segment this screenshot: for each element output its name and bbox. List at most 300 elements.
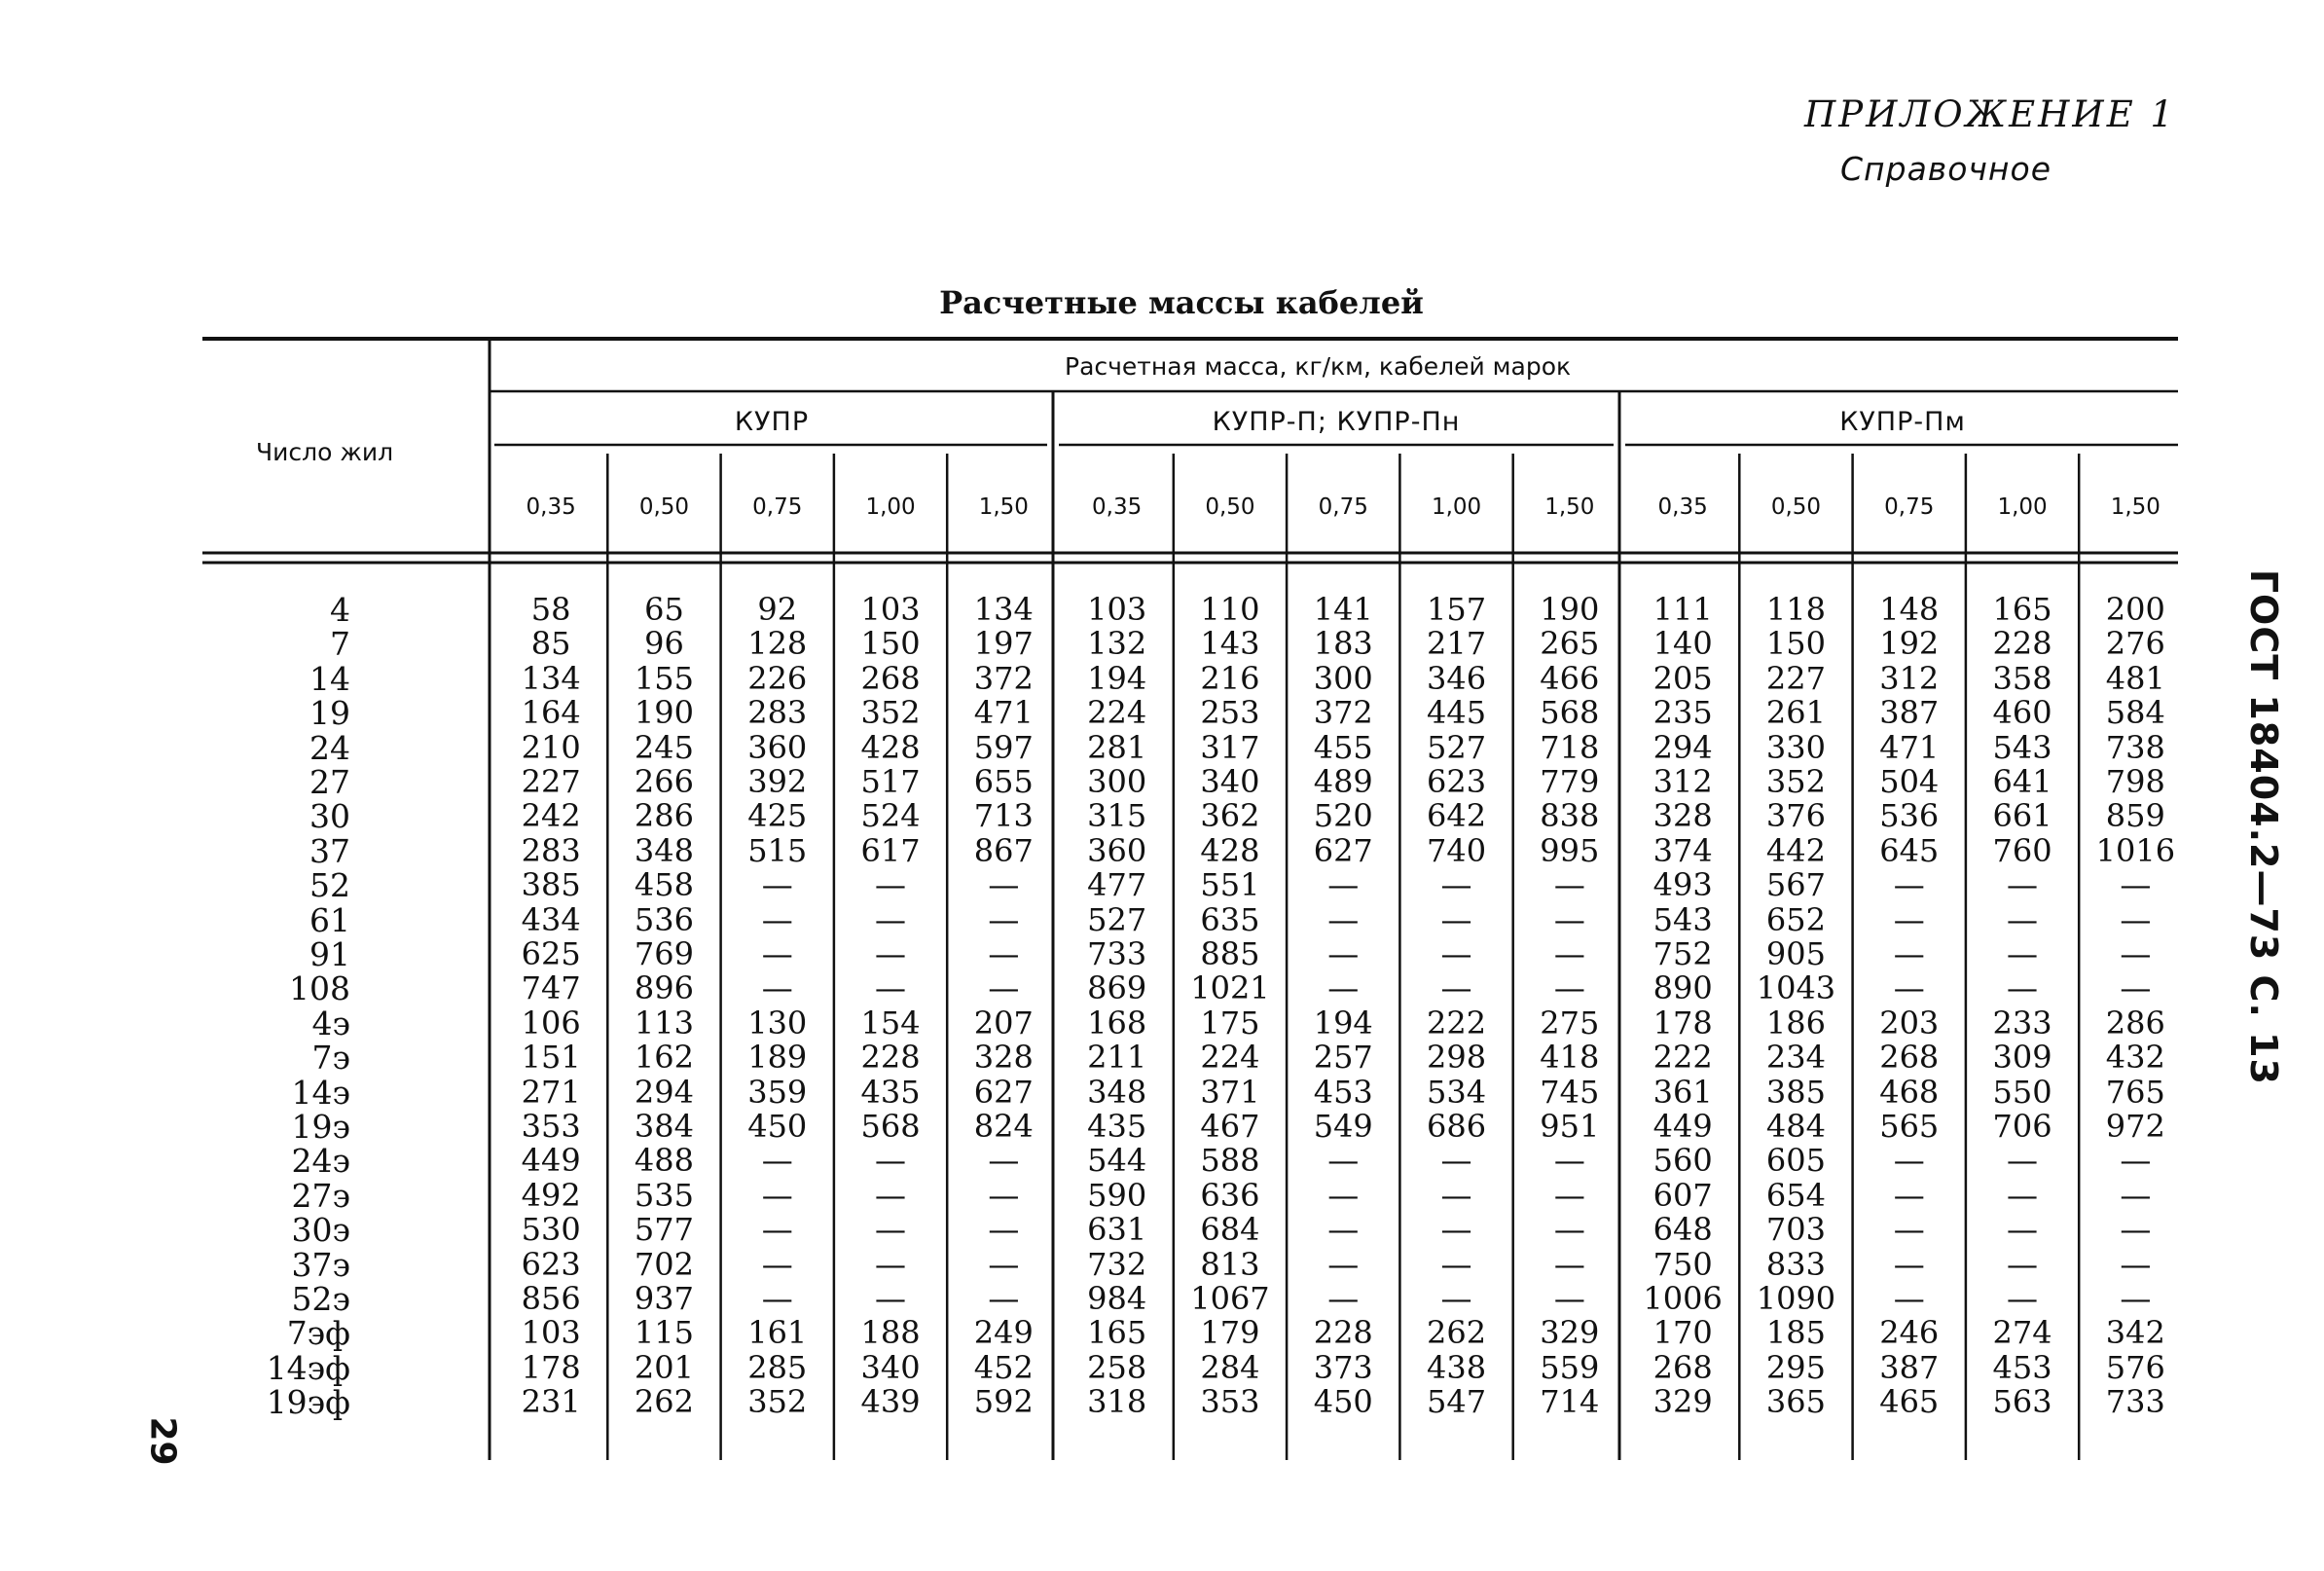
appendix-subtitle: Справочное [1840,150,2052,188]
table-cell: — [2120,866,2152,904]
table-cell: 286 [634,797,694,835]
table-cell: 155 [634,659,694,697]
table-cell: 268 [860,659,921,697]
table-cell: — [1553,1211,1585,1249]
table-cell: 178 [1652,1004,1713,1041]
table-cell: 352 [1765,763,1826,800]
table-cell: — [2120,1245,2152,1283]
table-cell: 384 [634,1108,694,1145]
table-cell: 568 [860,1108,921,1145]
table-cell: 530 [521,1211,581,1249]
section-header: 0,75 [1318,494,1368,520]
table-cell: 524 [860,797,921,835]
table-cell: 373 [1313,1348,1373,1386]
table-cell: 972 [2105,1108,2165,1145]
table-cell: 765 [2105,1073,2165,1111]
table-cell: 642 [1427,797,1487,835]
table-cell: — [1893,935,1925,972]
row-label: 7 [330,625,350,664]
table-cell: 607 [1652,1176,1713,1214]
table-cell: 242 [521,797,581,835]
table-cell: 460 [1992,694,2052,732]
table-cell: 449 [1652,1108,1713,1145]
table-cell: 227 [521,763,581,800]
section-header: 0,75 [752,494,803,520]
table-cell: 274 [1992,1314,2052,1352]
table-cell: 265 [1540,625,1600,663]
table-cell: — [1893,969,1925,1007]
table-cell: 481 [2105,659,2165,697]
table-cell: 372 [973,659,1034,697]
table-cell: — [2007,935,2039,972]
table-cell: 641 [1992,763,2052,800]
table-cell: 328 [1652,797,1713,835]
section-header: 0,35 [1092,494,1143,520]
table-cell: 148 [1879,591,1940,628]
table-cell: — [761,1211,793,1249]
table-cell: 189 [747,1039,808,1077]
table-cell: 984 [1087,1280,1147,1317]
table-cell: 442 [1765,831,1826,869]
table-cell: 190 [1540,591,1600,628]
table-cell: — [761,900,793,938]
table-cell: 654 [1765,1176,1826,1214]
table-cell: 353 [521,1108,581,1145]
table-cell: 385 [521,866,581,904]
row-label: 4э [311,1004,350,1042]
table-cell: 217 [1427,625,1487,663]
table-cell: 466 [1540,659,1600,697]
table-cell: 590 [1087,1176,1147,1214]
table-cell: 346 [1427,659,1487,697]
table-cell: 300 [1313,659,1373,697]
table-cell: 103 [521,1314,581,1352]
table-cell: 588 [1200,1142,1260,1180]
table-cell: 867 [973,831,1034,869]
table-cell: — [875,900,907,938]
row-label: 27 [309,763,350,801]
table-cell: 161 [747,1314,808,1352]
table-cell: 317 [1200,728,1260,766]
table-cell: — [2007,1280,2039,1317]
table-cell: 330 [1765,728,1826,766]
table-cell: 750 [1652,1245,1713,1283]
table-cell: 813 [1200,1245,1260,1283]
table-cell: 435 [1087,1108,1147,1145]
table-cell: 550 [1992,1073,2052,1111]
table-cell: 262 [1427,1314,1487,1352]
table-cell: 162 [634,1039,694,1077]
row-label: 27э [291,1176,350,1215]
table-cell: 134 [521,659,581,697]
table-cell: 885 [1200,935,1260,972]
table-cell: 298 [1427,1039,1487,1077]
table-cell: 157 [1427,591,1487,628]
table-cell: 194 [1087,659,1147,697]
table-cell: 342 [2105,1314,2165,1352]
table-cell: — [1440,1245,1472,1283]
table-cell: 194 [1313,1004,1373,1041]
table-cell: 489 [1313,763,1373,800]
table-cell: — [988,1245,1020,1283]
table-cell: 577 [634,1211,694,1249]
table-cell: 702 [634,1245,694,1283]
table-cell: 568 [1540,694,1600,732]
row-label: 37 [309,831,350,870]
table-cell: 281 [1087,728,1147,766]
table-cell: 471 [973,694,1034,732]
table-cell: 118 [1765,591,1826,628]
table-cell: 432 [2105,1039,2165,1077]
table-cell: 284 [1200,1348,1260,1386]
table-cell: — [2120,1280,2152,1317]
table-cell: — [1553,1245,1585,1283]
table-cell: 896 [634,969,694,1007]
table-cell: 449 [521,1142,581,1180]
row-label: 24э [291,1142,350,1181]
table-cell: 318 [1087,1383,1147,1421]
table-cell: 103 [1087,591,1147,628]
table-cell: 467 [1200,1108,1260,1145]
table-cell: — [1327,900,1360,938]
table-cell: — [875,1245,907,1283]
table-cell: 128 [747,625,808,663]
table-cell: — [1553,969,1585,1007]
table-cell: 869 [1087,969,1147,1007]
table-cell: 233 [1992,1004,2052,1041]
table-cell: 387 [1879,694,1940,732]
table-cell: 543 [1652,900,1713,938]
table-cell: 838 [1540,797,1600,835]
table-cell: 623 [521,1245,581,1283]
span-header: Расчетная масса, кг/км, кабелей марок [1065,352,1572,381]
group-header: КУПР [734,407,810,437]
table-cell: 543 [1992,728,2052,766]
table-cell: — [2007,1176,2039,1214]
table-cell: — [761,1176,793,1214]
table-cell: — [2120,1176,2152,1214]
table-cell: 92 [757,591,798,628]
table-cell: 544 [1087,1142,1147,1180]
table-cell: 425 [747,797,808,835]
table-cell: 203 [1879,1004,1940,1041]
table-cell: 536 [1879,797,1940,835]
table-cell: 623 [1427,763,1487,800]
table-cell: 951 [1540,1108,1600,1145]
table-cell: 1006 [1643,1280,1723,1317]
table-cell: 312 [1652,763,1713,800]
table-cell: 352 [747,1383,808,1421]
table-cell: — [988,1176,1020,1214]
table-cell: 547 [1427,1383,1487,1421]
table-cell: — [1440,935,1472,972]
table-cell: 740 [1427,831,1487,869]
table-cell: 207 [973,1004,1034,1041]
table-cell: 258 [1087,1348,1147,1386]
table-cell: — [988,1280,1020,1317]
table-cell: 228 [1992,625,2052,663]
row-label: 4 [330,591,350,629]
table-cell: 179 [1200,1314,1260,1352]
table-cell: 234 [1765,1039,1826,1077]
table-cell: — [1440,969,1472,1007]
table-cell: 262 [634,1383,694,1421]
section-header: 0,50 [1770,494,1822,520]
table-cell: 493 [1652,866,1713,904]
table-cell: 718 [1540,728,1600,766]
section-header: 1,00 [865,494,916,520]
table-cell: 798 [2105,763,2165,800]
table-cell: 360 [1087,831,1147,869]
table-cell: — [1327,1211,1360,1249]
table-cell: — [1893,1245,1925,1283]
table-cell: 452 [973,1348,1034,1386]
table-cell: 170 [1652,1314,1713,1352]
table-cell: 150 [860,625,921,663]
table-cell: 684 [1200,1211,1260,1249]
table-cell: — [1893,900,1925,938]
table-cell: 266 [634,763,694,800]
table-cell: — [875,1142,907,1180]
table-cell: 151 [521,1039,581,1077]
table-cell: — [1440,900,1472,938]
table-cell: 134 [973,591,1034,628]
table-cell: — [1327,866,1360,904]
table-cell: 445 [1427,694,1487,732]
section-header: 1,50 [1544,494,1595,520]
table-cell: — [988,935,1020,972]
table-cell: 65 [644,591,684,628]
table-cell: 300 [1087,763,1147,800]
section-header: 1,50 [978,494,1029,520]
table-cell: — [1327,1142,1360,1180]
table-cell: 631 [1087,1211,1147,1249]
table-cell: — [2120,1211,2152,1249]
table-cell: 769 [634,935,694,972]
table-cell: 1016 [2095,831,2176,869]
table-cell: 85 [530,625,571,663]
table-cell: — [875,969,907,1007]
table-cell: 222 [1652,1039,1713,1077]
table-cell: 246 [1879,1314,1940,1352]
row-label: 52э [291,1280,350,1318]
table-cell: 661 [1992,797,2052,835]
table-cell: 165 [1087,1314,1147,1352]
table-cell: 549 [1313,1108,1373,1145]
table-cell: 745 [1540,1073,1600,1111]
table-cell: 115 [634,1314,694,1352]
table-cell: 527 [1427,728,1487,766]
table-cell: 58 [530,591,571,628]
table-cell: — [1327,1245,1360,1283]
table-cell: — [1553,935,1585,972]
table-cell: 625 [521,935,581,972]
table-cell: 106 [521,1004,581,1041]
table-cell: 329 [1540,1314,1600,1352]
table-cell: 492 [521,1176,581,1214]
table-cell: 200 [2105,591,2165,628]
table-cell: 111 [1652,591,1713,628]
table-cell: — [2007,900,2039,938]
table-cell: 143 [1200,625,1260,663]
table-cell: — [1440,866,1472,904]
table-cell: 517 [860,763,921,800]
table-cell: 856 [521,1280,581,1317]
table-cell: 833 [1765,1245,1826,1283]
table-cell: — [2120,900,2152,938]
table-cell: — [988,1211,1020,1249]
table-cell: 205 [1652,659,1713,697]
table-cell: 536 [634,900,694,938]
table-cell: 178 [521,1348,581,1386]
table-cell: 504 [1879,763,1940,800]
table-cell: 268 [1652,1348,1713,1386]
table-cell: — [2007,1245,2039,1283]
table-cell: 150 [1765,625,1826,663]
table-cell: 328 [973,1039,1034,1077]
table-cell: 617 [860,831,921,869]
table-cell: 340 [1200,763,1260,800]
table-cell: 372 [1313,694,1373,732]
table-cell: — [875,1280,907,1317]
table-cell: 453 [1313,1073,1373,1111]
table-cell: 130 [747,1004,808,1041]
row-label: 14эф [266,1348,350,1387]
table-cell: 295 [1765,1348,1826,1386]
table-cell: 703 [1765,1211,1826,1249]
table-cell: 340 [860,1348,921,1386]
table-cell: 859 [2105,797,2165,835]
table-cell: 309 [1992,1039,2052,1077]
table-cell: 535 [634,1176,694,1214]
table-cell: 560 [1652,1142,1713,1180]
table-cell: 465 [1879,1383,1940,1421]
table-cell: 890 [1652,969,1713,1007]
table-cell: 559 [1540,1348,1600,1386]
page-number: 29 [142,1416,183,1466]
table-cell: 714 [1540,1383,1600,1421]
table-cell: 648 [1652,1211,1713,1249]
row-label: 14 [309,659,350,698]
table-cell: 183 [1313,625,1373,663]
table-cell: — [1553,900,1585,938]
table-cell: 165 [1992,591,2052,628]
table-cell: 428 [860,728,921,766]
table-cell: 186 [1765,1004,1826,1041]
table-cell: 733 [1087,935,1147,972]
table-cell: — [1553,1176,1585,1214]
table-cell: — [875,866,907,904]
row-label: 30э [291,1211,350,1250]
table-cell: 515 [747,831,808,869]
table-cell: 387 [1879,1348,1940,1386]
table-cell: 733 [2105,1383,2165,1421]
table-cell: 245 [634,728,694,766]
table-cell: 376 [1765,797,1826,835]
table-cell: 235 [1652,694,1713,732]
table-cell: 253 [1200,694,1260,732]
table-cell: 453 [1992,1348,2052,1386]
table-cell: — [1327,935,1360,972]
table-cell: 362 [1200,797,1260,835]
table-cell: 1021 [1190,969,1270,1007]
table-cell: — [988,1142,1020,1180]
table-cell: 175 [1200,1004,1260,1041]
table-cell: 1067 [1190,1280,1270,1317]
table-cell: 779 [1540,763,1600,800]
table-cell: 434 [521,900,581,938]
table-cell: 1090 [1756,1280,1836,1317]
table-cell: 450 [1313,1383,1373,1421]
table-cell: 635 [1200,900,1260,938]
table-cell: — [988,900,1020,938]
table-cell: 995 [1540,831,1600,869]
table-cell: 154 [860,1004,921,1041]
table-cell: 551 [1200,866,1260,904]
table-cell: 224 [1200,1039,1260,1077]
table-cell: 271 [521,1073,581,1111]
table-cell: — [1327,1176,1360,1214]
table-cell: 592 [973,1383,1034,1421]
row-label: 7э [311,1039,350,1078]
table-cell: 276 [2105,625,2165,663]
table-cell: — [761,1280,793,1317]
table-cell: 645 [1879,831,1940,869]
section-header: 0,35 [526,494,576,520]
section-header: 1,50 [2110,494,2161,520]
appendix-title: ПРИЛОЖЕНИЕ 1 [1803,93,2176,135]
table-cell: 352 [860,694,921,732]
table-cell: 706 [1992,1108,2052,1145]
table-cell: 655 [973,763,1034,800]
group-header: КУПР-П; КУПР-Пн [1212,407,1461,437]
table-cell: 286 [2105,1004,2165,1041]
row-label: 14э [291,1073,350,1112]
table-cell: 294 [1652,728,1713,766]
table-cell: 315 [1087,797,1147,835]
table-cell: 713 [973,797,1034,835]
table-cell: 477 [1087,866,1147,904]
section-header: 1,00 [1997,494,2048,520]
table-cell: 192 [1879,625,1940,663]
table-cell: 361 [1652,1073,1713,1111]
table-cell: 374 [1652,831,1713,869]
table-cell: 188 [860,1314,921,1352]
table-cell: 392 [747,763,808,800]
table-cell: — [1893,1211,1925,1249]
table-cell: — [2007,866,2039,904]
table-cell: 385 [1765,1073,1826,1111]
table-title: Расчетные массы кабелей [939,284,1424,321]
table-cell: 488 [634,1142,694,1180]
table-cell: 132 [1087,625,1147,663]
table-cell: 348 [1087,1073,1147,1111]
table-cell: 418 [1540,1039,1600,1077]
table-cell: 185 [1765,1314,1826,1352]
table-cell: 103 [860,591,921,628]
table-cell: — [875,1211,907,1249]
table-cell: 747 [521,969,581,1007]
table-cell: — [2120,1142,2152,1180]
table-cell: 164 [521,694,581,732]
row-label: 24 [309,728,350,767]
table-cell: — [2120,969,2152,1007]
table-cell: 110 [1200,591,1260,628]
table-cell: 652 [1765,900,1826,938]
table-cell: 211 [1087,1039,1147,1077]
standard-code: ГОСТ 18404.2—73 С. 13 [2242,568,2285,1085]
table-cell: 584 [2105,694,2165,732]
